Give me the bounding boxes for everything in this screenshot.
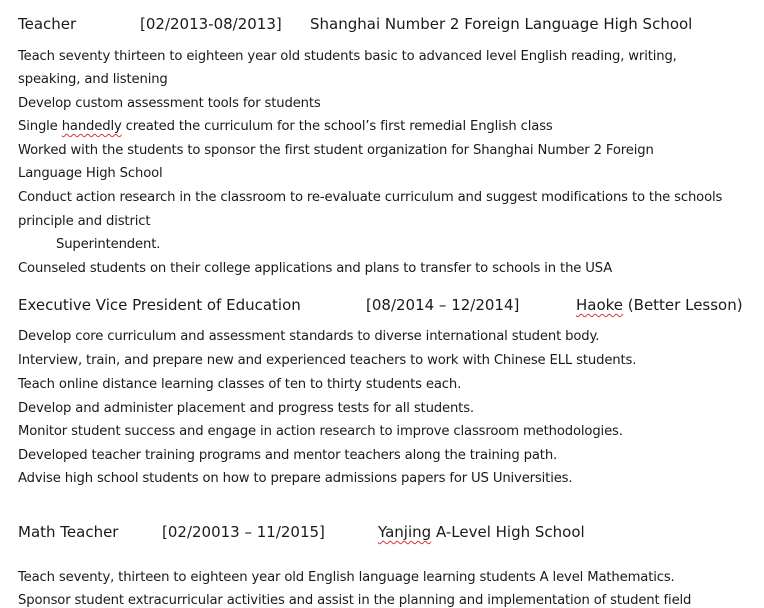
job1-bullet-1-line-1: Teach seventy thirteen to eighteen year old students basic to advanced level English reading, writing, <box>18 49 677 64</box>
job3-employer-rest: A-Level High School <box>431 523 585 541</box>
job2-bullet-4: Develop and administer placement and progress tests for all students. <box>18 401 474 416</box>
job3-bullet-1: Teach seventy, thirteen to eighteen year old English language learning students A level Mathematics. <box>18 570 675 585</box>
job1-dates: [02/2013-08/2013] <box>140 15 282 33</box>
job1-bullet-3-post: created the curriculum for the school’s first remedial English class <box>121 119 553 134</box>
job1-bullet-5-line-3: Superintendent. <box>56 237 161 252</box>
job3-employer <box>378 523 585 541</box>
job1-bullet-4-line-2: Language High School <box>18 166 163 181</box>
job1-bullet-3-pre: Single <box>18 119 62 134</box>
job1-employer: Shanghai Number 2 Foreign Language High School <box>310 15 693 33</box>
spelling-error-haoke[interactable]: Haoke <box>576 296 624 314</box>
job3-title: Math Teacher <box>18 523 119 541</box>
job1-bullet-2: Develop custom assessment tools for students <box>18 96 321 111</box>
job1-bullet-4-line-1: Worked with the students to sponsor the first student organization for Shanghai Number 2 Foreign <box>18 143 654 158</box>
job2-bullet-5: Monitor student success and engage in action research to improve classroom methodologies. <box>18 424 623 439</box>
job1-bullet-5-line-2: principle and district <box>18 214 151 229</box>
job2-title: Executive Vice President of Education <box>18 296 301 314</box>
job3-bullet-2: Sponsor student extracurricular activities and assist in the planning and implementation of student field <box>18 593 692 608</box>
spelling-error-handedly[interactable]: handedly <box>61 119 122 134</box>
job3-heading <box>18 523 758 543</box>
job2-heading <box>18 296 758 316</box>
job2-bullet-1: Develop core curriculum and assessment standards to diverse international student body. <box>18 329 600 344</box>
job2-dates: [08/2014 – 12/2014] <box>366 296 520 314</box>
job2-bullet-2: Interview, train, and prepare new and experienced teachers to work with Chinese ELL students. <box>18 353 637 368</box>
job1-title: Teacher <box>18 15 77 33</box>
job1-bullet-5-line-1: Conduct action research in the classroom to re-evaluate curriculum and suggest modifications to the schools <box>18 190 723 205</box>
job1-bullet-6: Counseled students on their college applications and plans to transfer to schools in the USA <box>18 261 613 276</box>
job1-bullet-1-line-2: speaking, and listening <box>18 72 168 87</box>
spelling-error-yanjing[interactable]: Yanjing <box>378 523 432 541</box>
job3-dates: [02/20013 – 11/2015] <box>162 523 325 541</box>
job1-bullet-3 <box>18 118 553 136</box>
job2-employer-rest: (Better Lesson) <box>623 296 743 314</box>
job2-bullet-7: Advise high school students on how to prepare admissions papers for US Universities. <box>18 471 573 486</box>
job1-heading <box>18 15 758 35</box>
job2-bullet-6: Developed teacher training programs and mentor teachers along the training path. <box>18 448 558 463</box>
job2-bullet-3: Teach online distance learning classes of ten to thirty students each. <box>18 377 462 392</box>
job2-employer <box>576 296 743 314</box>
